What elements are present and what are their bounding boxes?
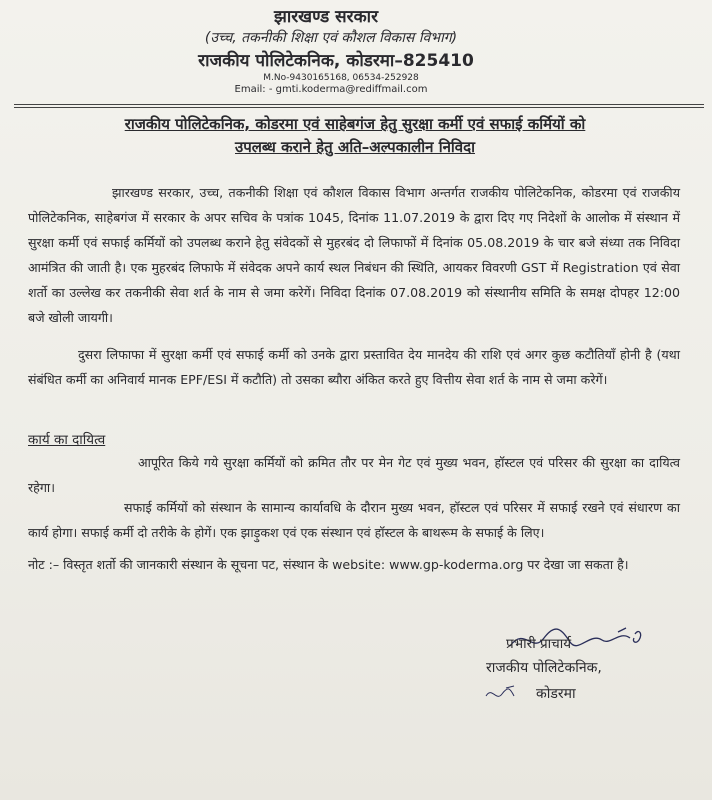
paragraph-tender-details: झारखण्ड सरकार, उच्च, तकनीकी शिक्षा एवं कौशल विकास विभाग अन्तर्गत राजकीय पोलिटेकनिक, कोडरमा एवं राजकीय पोलिटेकनिक, साहेबगंज में सरकार के अपर सचिव के पत्रांक 1045, दिनांक 11.07.2019 के द्वारा दिए गए निदेशों के आलोक में संस्थान में सुरक्षा कर्मी एवं सफाई कर्मियों को उपलब्ध कराने हेतु संवेदकों से मुहरबंद दो लिफाफों में दिनांक 05.08.2019 के चार बजे संध्या तक निविदा आमंत्रित की जाती है। एक मुहरबंद लिफाफे में संवेदक अपने कार्य स्थल निबंधन की स्थिति, आयकर विवरणी GST में Registration एवं सेवा शर्तो का उल्लेख कर तकनीकी सेवा शर्त के नाम से जमा करेगें। निविदा दिनांक 07.08.2019 को संस्थानीय समिति के समक्ष दोपहर 12:00 बजे खोली जायगी। xyxy=(28,185,680,325)
header-divider-top xyxy=(14,104,704,105)
paragraph-note: नोट :– विस्तृत शर्तो की जानकारी संस्थान के सूचना पट, संस्थान के website: www.gp-koderma.org पर देखा जा सकता है। xyxy=(28,557,629,572)
phone-numbers: M.No-9430165168, 06534-252928 xyxy=(263,73,419,83)
duty-heading: कार्य का दायित्व xyxy=(28,432,106,448)
header-divider-bottom xyxy=(14,107,704,108)
notice-title xyxy=(30,113,680,159)
department-name: (उच्च, तकनीकी शिक्षा एवं कौशल विकास विभाग) xyxy=(204,30,458,46)
signatory-institute: राजकीय पोलिटेकनिक, xyxy=(486,660,602,676)
signatory-designation: प्रभारी प्राचार्य xyxy=(506,636,572,652)
notice-title-line2: उपलब्ध कराने हेतु अति–अल्पकालीन निविदा xyxy=(235,138,475,156)
email-address: Email: - gmti.koderma@rediffmail.com xyxy=(234,84,428,95)
initials-scribble xyxy=(484,682,534,702)
letterhead xyxy=(0,4,712,95)
government-name: झारखण्ड सरकार xyxy=(273,7,379,27)
paragraph-security-duty: आपूरित किये गये सुरक्षा कर्मियों को क्रमित तौर पर मेन गेट एवं मुख्य भवन, हॉस्टल एवं परिसर की सुरक्षा का दायित्व रहेगा। xyxy=(28,455,680,495)
paragraph-cleaning-duty: सफाई कर्मियों को संस्थान के सामान्य कार्यावधि के दौरान मुख्य भवन, हॉस्टल एवं परिसर में सफाई रखने एवं संधारण का कार्य होगा। सफाई कर्मी दो तरीके के होगें। एक झाड़ुकश एवं एक संस्थान एवं हॉस्टल के बाथरूम के सफाई के लिए। xyxy=(28,500,680,540)
paragraph-financial-envelope: दुसरा लिफाफा में सुरक्षा कर्मी एवं सफाई कर्मी को उनके द्वारा प्रस्तावित देय मानदेय की राशि एवं अगर कुछ कटौतियाँ होनी है (यथा संबंधित कर्मी का अनिवार्य मानक EPF/ESI में कटौति) तो उसका ब्यौरा अंकित करते हुए वित्तीय सेवा शर्त के नाम से जमा करेगें। xyxy=(28,347,680,387)
notice-title-line1: राजकीय पोलिटेकनिक, कोडरमा एवं साहेबगंज हेतु सुरक्षा कर्मी एवं सफाई कर्मियों को xyxy=(124,115,586,133)
institute-name: राजकीय पोलिटेकनिक, कोडरमा–825410 xyxy=(198,51,474,71)
signatory-place: कोडरमा xyxy=(536,686,576,702)
